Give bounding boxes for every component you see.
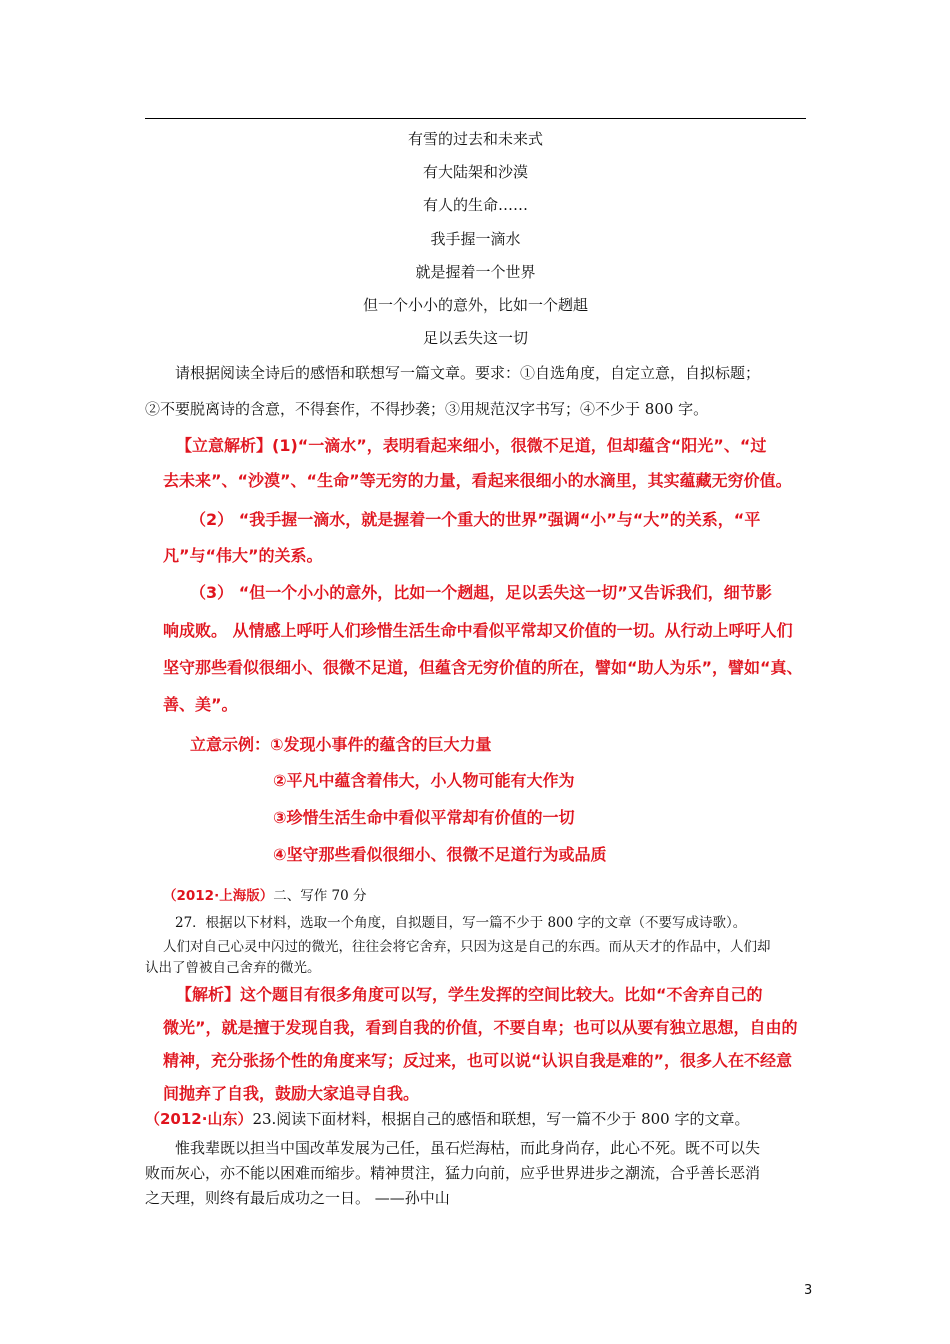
analysis-p3a: （3） “但一个小小的意外，比如一个趔趄，足以丢失这一切”又告诉我们，细节影 bbox=[190, 583, 772, 602]
shandong-tag: （2012·山东） bbox=[145, 1110, 253, 1128]
poem-line: 但一个小小的意外，比如一个趔趄 bbox=[362, 296, 588, 314]
analysis-p3b: 响成败。 从情感上呼吁人们珍惜生活生命中看似平常却又价值的一切。从行动上呼吁人们 bbox=[163, 621, 793, 640]
example-4: ④坚守那些看似很细小、很微不足道行为或品质 bbox=[273, 845, 607, 864]
poem-line: 我手握一滴水 bbox=[430, 230, 521, 248]
analysis-p1b: 去未来”、“沙漠”、“生命”等无穷的力量，看起来很细小的水滴里，其实蕴藏无穷价值。 bbox=[163, 471, 792, 490]
header-rule bbox=[145, 118, 806, 119]
poem-line: 有人的生命…… bbox=[422, 196, 528, 214]
shandong-material-3: 之天理，则终有最后成功之一日。 ——孙中山 bbox=[145, 1189, 450, 1207]
poem-line: 有雪的过去和未来式 bbox=[407, 130, 543, 148]
analysis2-a2: 微光”，就是擅于发现自我，看到自我的价值，不要自卑；也可以从要有独立思想，自由的 bbox=[163, 1018, 798, 1037]
prompt-line-1: 请根据阅读全诗后的感悟和联想写一篇文章。要求：①自选角度，自定立意，自拟标题； bbox=[175, 364, 761, 382]
analysis2-a3: 精神，充分张扬个性的角度来写；反过来，也可以说“认识自我是难的”，很多人在不经意 bbox=[163, 1051, 793, 1070]
shanghai-header bbox=[163, 884, 366, 904]
shanghai-tag: （2012·上海版） bbox=[163, 888, 274, 904]
shanghai-material-2: 认出了曾被自己舍弃的微光。 bbox=[145, 960, 321, 976]
example-label: 立意示例：①发现小事件的蕴含的巨大力量 bbox=[190, 735, 492, 754]
shanghai-heading: 二、写作 70 分 bbox=[273, 888, 367, 904]
shandong-material-2: 败而灰心，亦不能以困难而缩步。精神贯注，猛力向前，应乎世界进步之潮流，合乎善长恶消 bbox=[145, 1164, 761, 1182]
shandong-header bbox=[145, 1108, 749, 1129]
poem-line: 就是握着一个世界 bbox=[415, 263, 536, 281]
poem-line: 有大陆架和沙漠 bbox=[422, 163, 528, 181]
poem-line: 足以丢失这一切 bbox=[422, 329, 528, 347]
analysis-p1a: 【立意解析】(1)“一滴水”，表明看起来细小，很微不足道，但却蕴含“阳光”、“过 bbox=[176, 436, 767, 455]
shanghai-question: 27．根据以下材料，选取一个角度，自拟题目，写一篇不少于 800 字的文章（不要写成诗歌）。 bbox=[175, 915, 747, 931]
shandong-material-1: 惟我辈既以担当中国改革发展为己任，虽石烂海枯，而此身尚存，此心不死。既不可以失 bbox=[175, 1139, 761, 1157]
analysis-p2a: （2） “我手握一滴水，就是握着一个重大的世界”强调“小”与“大”的关系，“平 bbox=[190, 510, 761, 529]
analysis2-a1: 【解析】这个题目有很多角度可以写，学生发挥的空间比较大。比如“不舍弃自己的 bbox=[176, 985, 763, 1004]
analysis-p2b: 凡”与“伟大”的关系。 bbox=[163, 546, 323, 565]
analysis2-a4: 间抛弃了自我，鼓励大家追寻自我。 bbox=[163, 1084, 420, 1103]
shanghai-material-1: 人们对自己心灵中闪过的微光，往往会将它舍弃，只因为这是自己的东西。而从天才的作品中，人们却 bbox=[163, 939, 771, 955]
analysis-p3c: 坚守那些看似很细小、很微不足道，但蕴含无穷价值的所在，譬如“助人为乐”，譬如“真、 bbox=[163, 658, 803, 677]
example-2: ②平凡中蕴含着伟大，小人物可能有大作为 bbox=[273, 771, 575, 790]
analysis-p3d: 善、美”。 bbox=[163, 695, 238, 714]
shandong-question: 23.阅读下面材料，根据自己的感悟和联想，写一篇不少于 800 字的文章。 bbox=[252, 1110, 750, 1128]
prompt-line-2: ②不要脱离诗的含意，不得套作，不得抄袭；③用规范汉字书写；④不少于 800 字。 bbox=[145, 400, 709, 418]
example-3: ③珍惜生活生命中看似平常却有价值的一切 bbox=[273, 808, 575, 827]
page-number: 3 bbox=[804, 1283, 813, 1298]
